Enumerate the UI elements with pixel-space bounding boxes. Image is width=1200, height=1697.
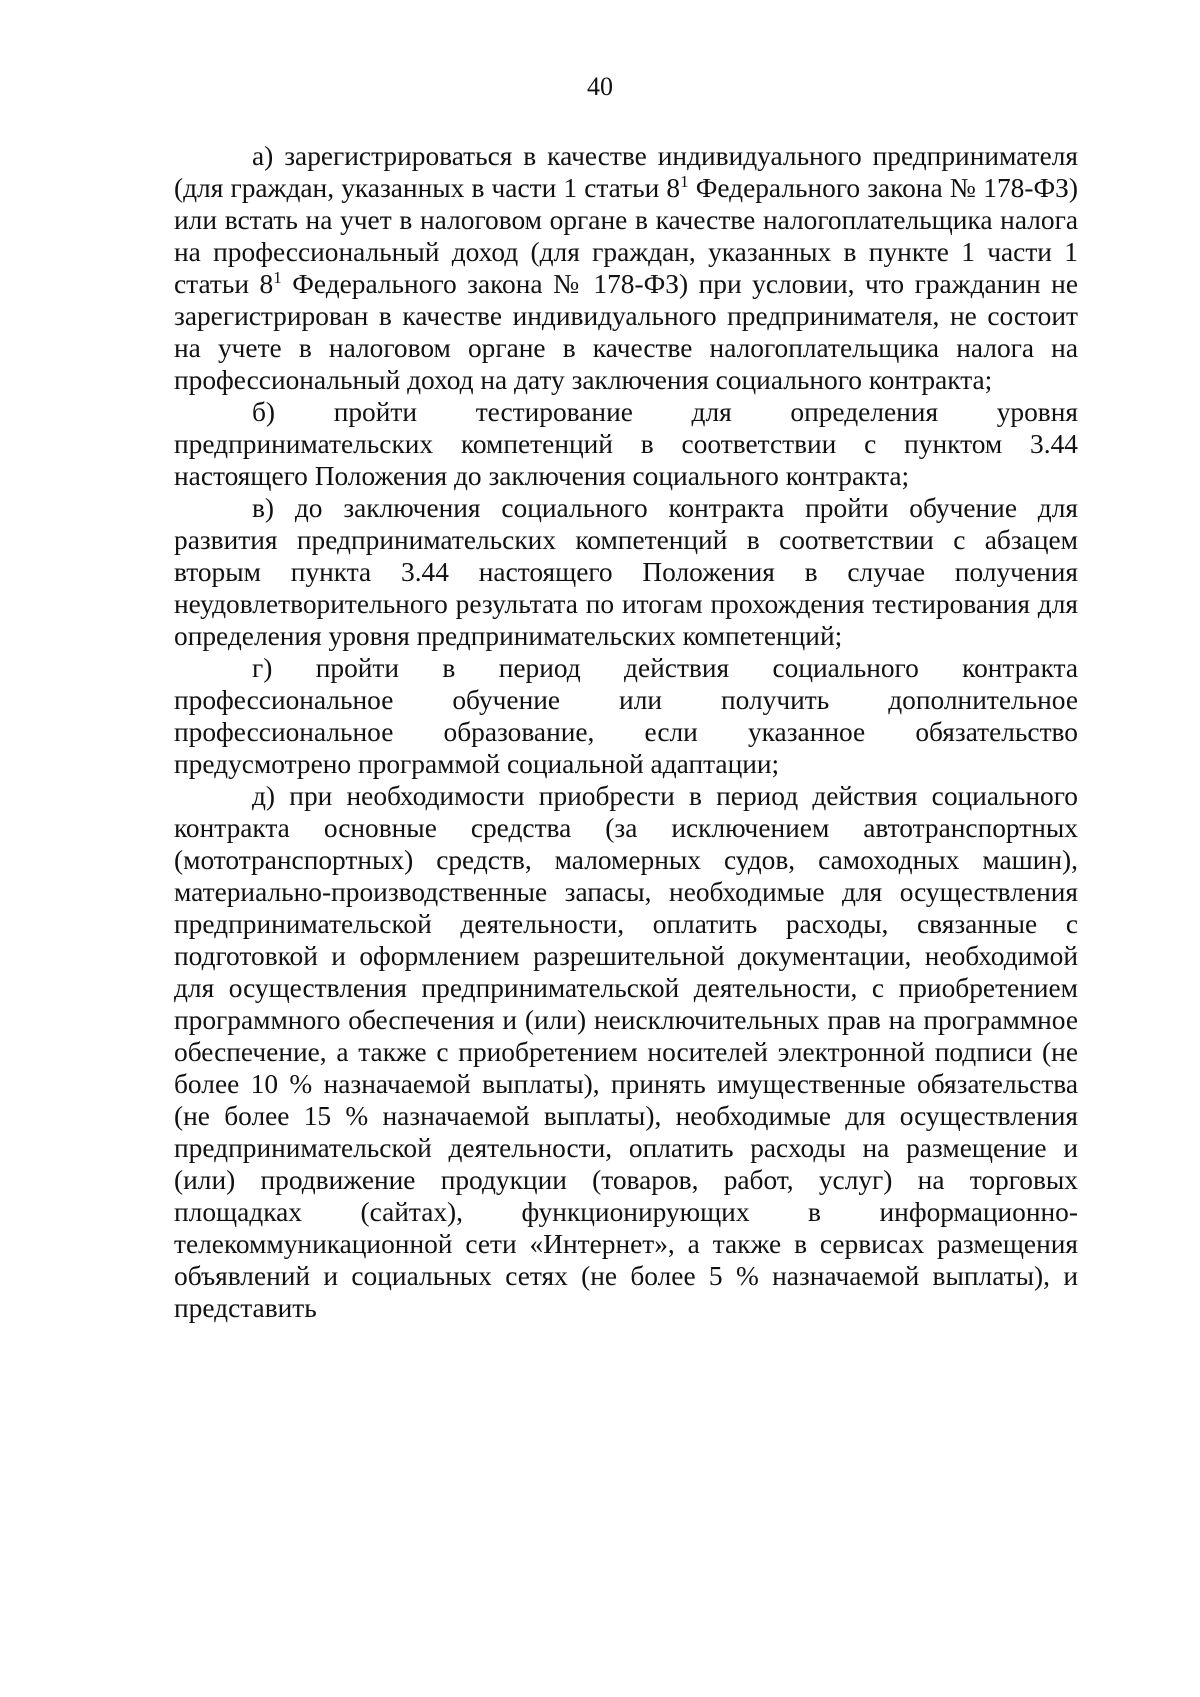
paragraph-text: Федерального закона № 178-ФЗ) или встать на учет в налоговом органе в качестве налогоплательщика налога на профессиональный доход (для граждан, указанных в пункте 1 части 1 статьи 8 [174,173,1078,299]
superscript: 1 [273,268,282,288]
paragraph-text: б) пройти тестирование для определения уровня предпринимательских компетенций в соответствии с пунктом 3.44 настоящего Положения до заключения социального контракта; [174,397,1078,491]
paragraph-d [174,780,1078,1324]
paragraph-b [174,396,1078,492]
paragraph-a [174,140,1078,396]
document-body [174,140,1078,1324]
paragraph-text: г) пройти в период действия социального контракта профессиональное обучение или получить дополнительное профессиональное образование, если указанное обязательство предусмотрено программой социальной адаптации; [174,653,1078,779]
superscript: 1 [680,172,689,192]
paragraph-text: д) при необходимости приобрести в период действия социального контракта основные средства (за исключением автотранспортных (мототранспортных) средств, маломерных судов, самоходных машин), материально-производственные запасы, необходимые для осуществления предпринимательской деятельности, оплатить расходы, связанные с подготовкой и оформлением разрешительной документации, необходимой для осуществления предпринимательской деятельности, с приобретением программного обеспечения и (или) неисключительных прав на программное обеспечение, а также с приобретением носителей электронной подписи (не более 10 % назначаемой выплаты), принять имущественные обязательства (не более 15 % назначаемой выплаты), необходимые для осуществления предпринимательской деятельности, оплатить расходы на размещение и (или) продвижение продукции (товаров, работ, услуг) на торговых площадках (сайтах), функционирующих в информационно-телекоммуникационной сети «Интернет», а также в сервисах размещения объявлений и социальных сетях (не более 5 % назначаемой выплаты), и представить [174,781,1078,1323]
paragraph-text: а) зарегистрироваться в качестве индивидуального предпринимателя (для граждан, указанных в части 1 статьи 8 [174,141,1078,203]
paragraph-text: в) до заключения социального контракта пройти обучение для развития предпринимательских компетенций в соответствии с абзацем вторым пункта 3.44 настоящего Положения в случае получения неудовлетворительного результата по итогам прохождения тестирования для определения уровня предпринимательских компетенций; [174,493,1078,651]
paragraph-v [174,492,1078,652]
paragraph-g [174,652,1078,780]
paragraph-text: Федерального закона № 178-ФЗ) при условии, что гражданин не зарегистрирован в качестве индивидуального предпринимателя, не состоит на учете в налоговом органе в качестве налогоплательщика налога на профессиональный доход на дату заключения социального контракта; [174,269,1078,395]
page-number: 40 [587,72,613,101]
